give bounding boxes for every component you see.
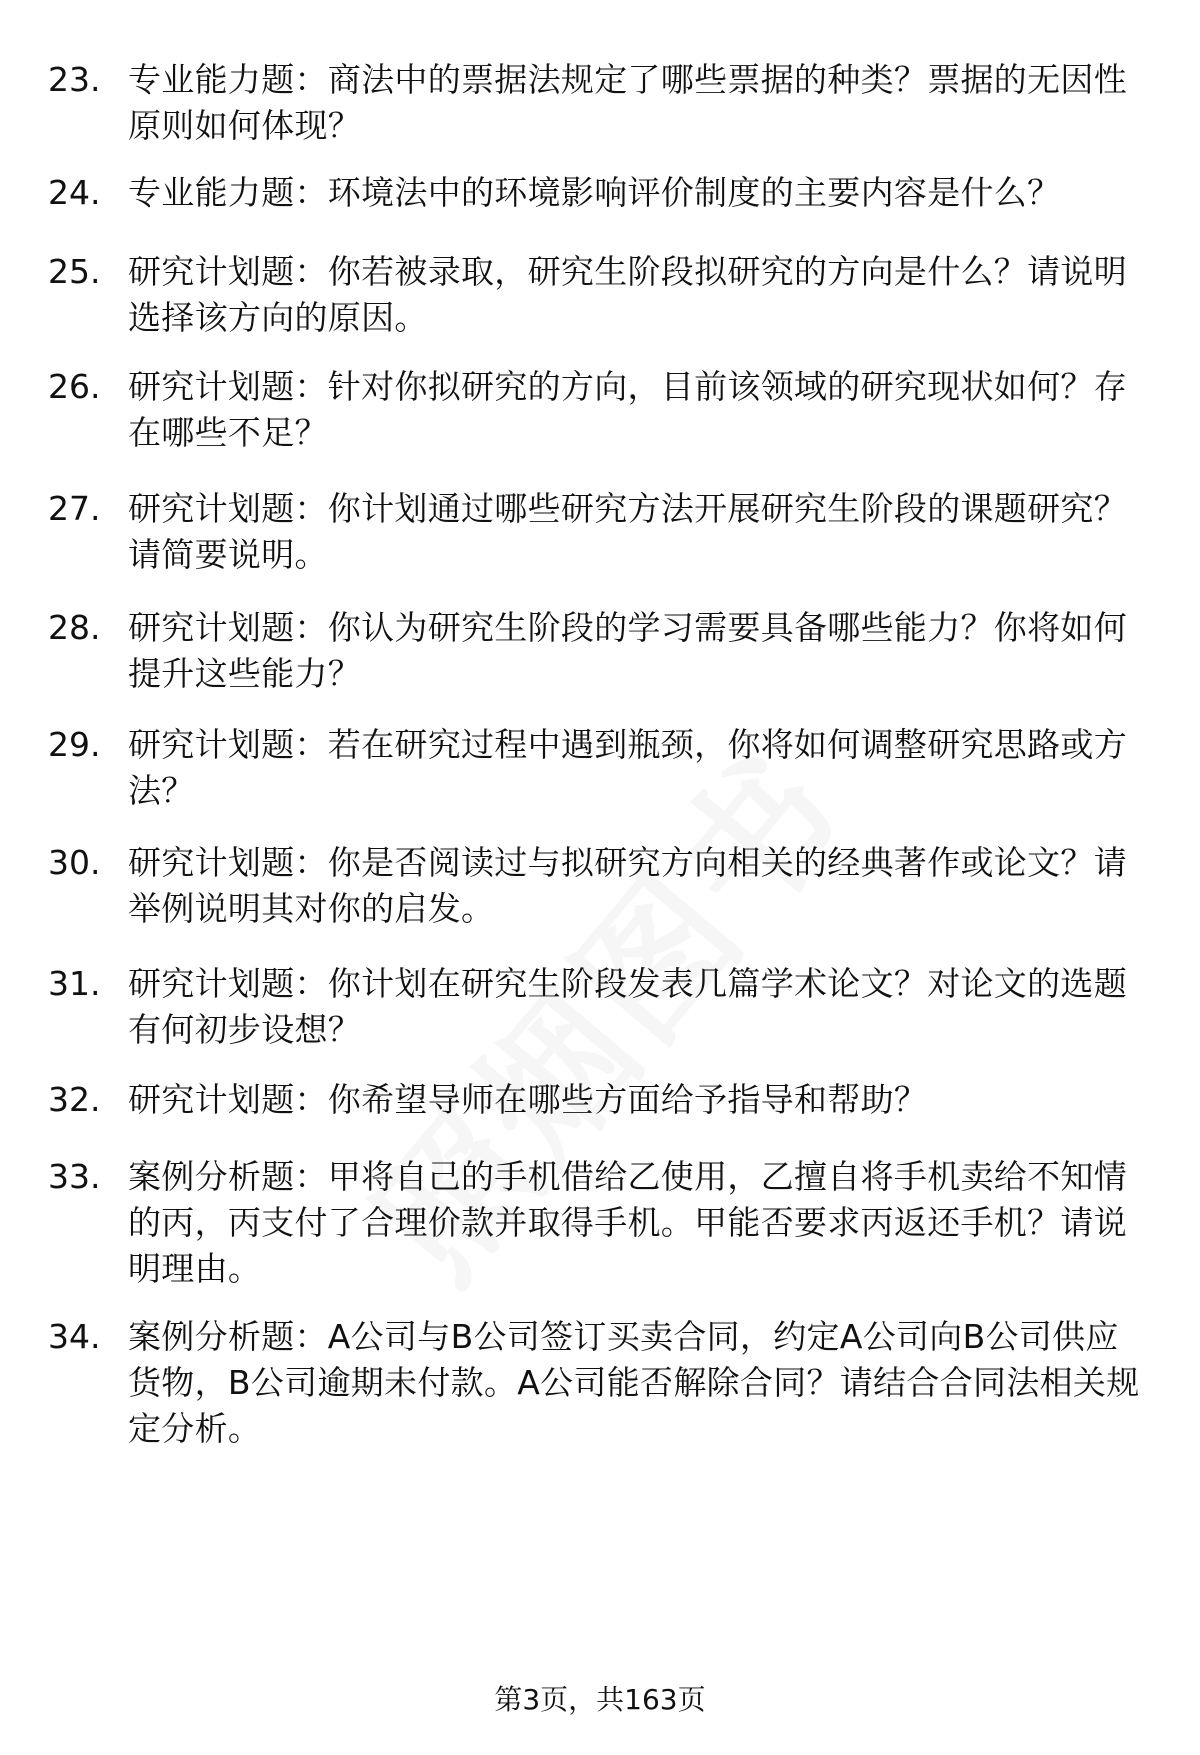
question-number: 29. <box>48 725 101 764</box>
question-number: 31. <box>48 964 101 1003</box>
question-number: 24. <box>48 173 101 212</box>
question-number: 34. <box>48 1317 101 1356</box>
question-number: 23. <box>48 60 101 99</box>
question-number: 28. <box>48 608 101 647</box>
question-text: 研究计划题：你计划通过哪些研究方法开展研究生阶段的课题研究？请简要说明。 <box>128 489 1127 574</box>
page-number-label: 第3页，共163页 <box>494 1683 706 1716</box>
question-text: 研究计划题：你希望导师在哪些方面给予指导和帮助？ <box>128 1080 928 1119</box>
question-number: 30. <box>48 843 101 882</box>
question-text: 研究计划题：针对你拟研究的方向，目前该领域的研究现状如何？存在哪些不足？ <box>128 367 1127 452</box>
question-text: 研究计划题：你若被录取，研究生阶段拟研究的方向是什么？请说明选择该方向的原因。 <box>128 252 1127 337</box>
page-footer <box>0 1680 1200 1720</box>
question-number: 26. <box>48 367 101 406</box>
question-text: 研究计划题：你计划在研究生阶段发表几篇学术论文？对论文的选题有何初步设想？ <box>128 964 1127 1049</box>
question-text: 案例分析题：A公司与B公司签订买卖合同，约定A公司向B公司供应货物，B公司逾期未付款。A公司能否解除合同？请结合合同法相关规定分析。 <box>128 1317 1140 1448</box>
question-text: 案例分析题：甲将自己的手机借给乙使用，乙擅自将手机卖给不知情的丙，丙支付了合理价款并取得手机。甲能否要求丙返还手机？请说明理由。 <box>128 1157 1127 1288</box>
question-number: 32. <box>48 1080 101 1119</box>
question-text: 专业能力题：环境法中的环境影响评价制度的主要内容是什么？ <box>128 173 1061 212</box>
question-number: 33. <box>48 1157 101 1196</box>
question-text: 研究计划题：你是否阅读过与拟研究方向相关的经典著作或论文？请举例说明其对你的启发。 <box>128 843 1127 928</box>
question-text: 研究计划题：你认为研究生阶段的学习需要具备哪些能力？你将如何提升这些能力？ <box>128 608 1127 693</box>
question-number: 27. <box>48 489 101 528</box>
question-text: 专业能力题：商法中的票据法规定了哪些票据的种类？票据的无因性原则如何体现？ <box>128 60 1127 145</box>
question-number: 25. <box>48 252 101 291</box>
question-text: 研究计划题：若在研究过程中遇到瓶颈，你将如何调整研究思路或方法？ <box>128 725 1127 810</box>
